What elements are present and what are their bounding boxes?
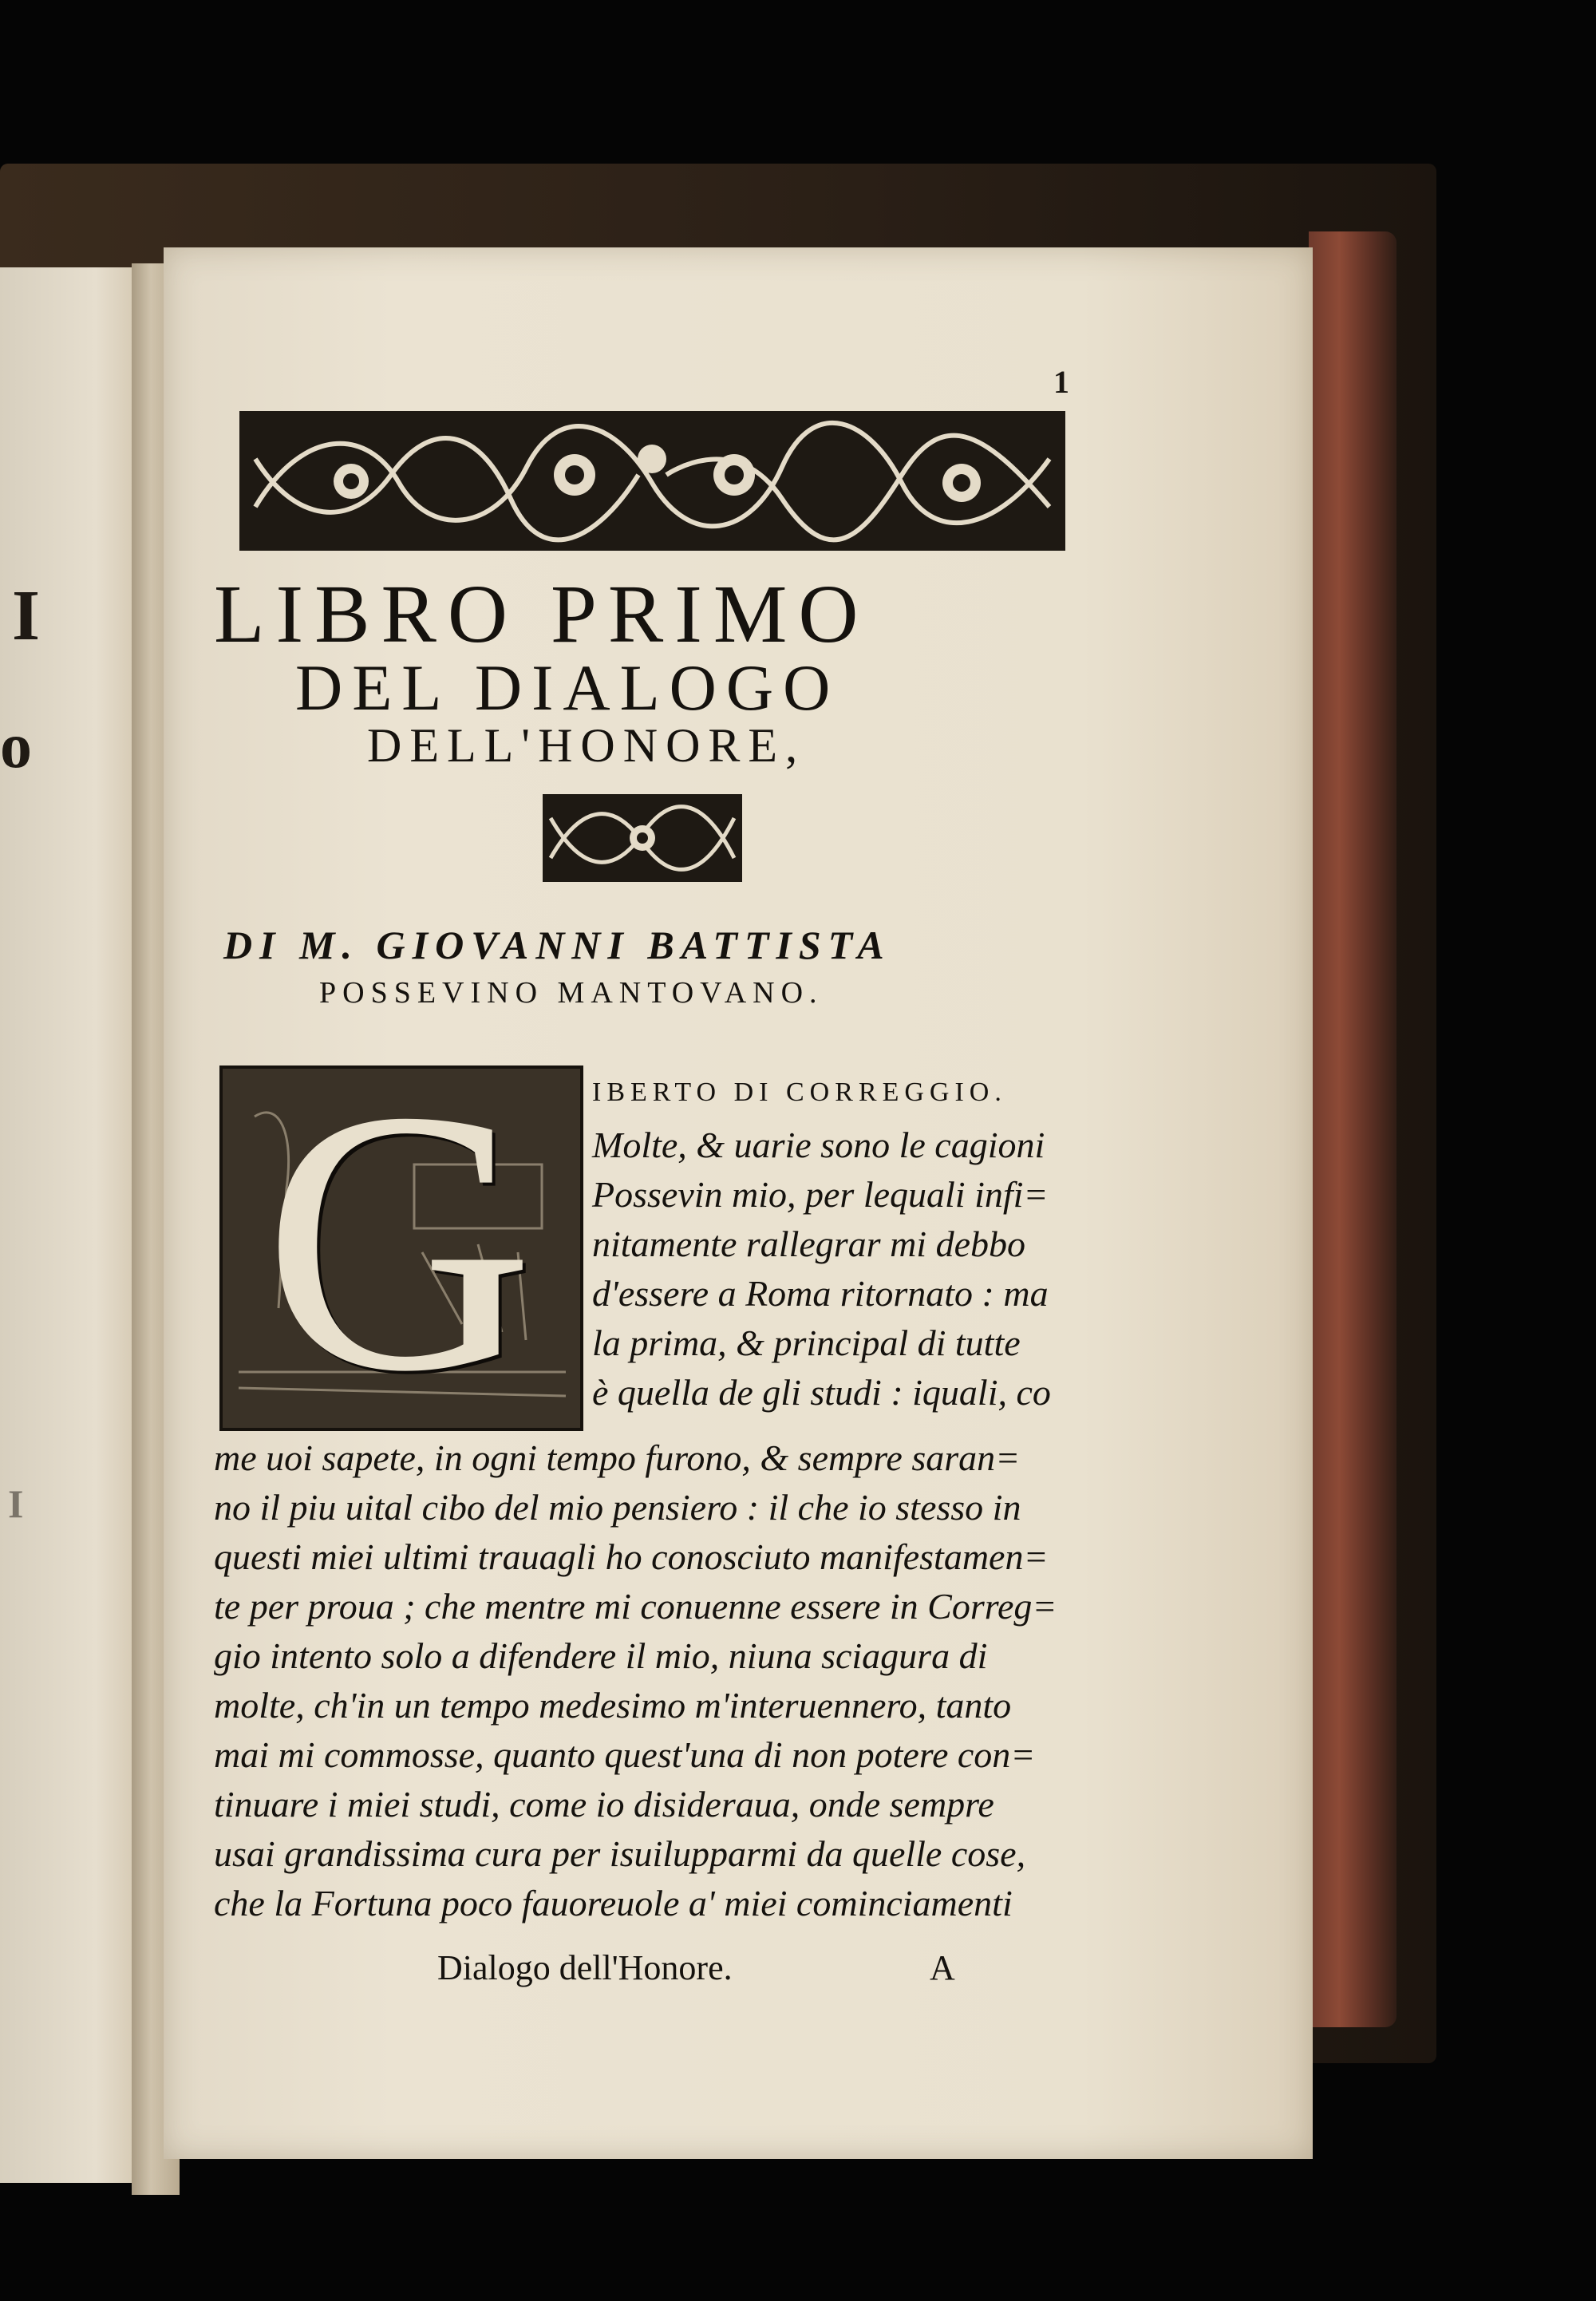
body-line: la prima, & principal di tutte — [592, 1322, 1021, 1363]
body-line: Possevin mio, per lequali infi= — [592, 1174, 1049, 1215]
left-fragment: I — [12, 576, 41, 655]
body-line: me uoi sapete, in ogni tempo furono, & sempre saran= — [214, 1437, 1021, 1478]
body-line: molte, ch'in un tempo medesimo m'interuennero, tanto — [214, 1685, 1012, 1726]
drop-cap-letter: G — [263, 1033, 535, 1449]
body-line: tinuare i miei studi, come io disideraua, onde sempre — [214, 1784, 994, 1825]
title-line-1: LIBRO PRIMO — [214, 568, 870, 660]
title-line-2: DEL DIALOGO — [295, 651, 840, 724]
page-number: 1 — [1053, 364, 1069, 400]
author-line-2: POSSEVINO MANTOVANO. — [319, 976, 824, 1010]
body-line: usai grandissima cura per isuilupparmi da quelle cose, — [214, 1833, 1026, 1874]
left-fragment: I — [8, 1481, 24, 1526]
page-edges — [1309, 231, 1396, 2027]
fleuron-ornament — [543, 794, 742, 882]
author-line-1: DI M. GIOVANNI BATTISTA — [223, 923, 891, 967]
signature-mark: A — [930, 1948, 955, 1987]
body-line: mai mi commosse, quanto quest'una di non potere con= — [214, 1734, 1036, 1775]
ornamental-headpiece — [239, 411, 1065, 551]
title-line-3: DELL'HONORE, — [367, 719, 806, 772]
body-line: Molte, & uarie sono le cagioni — [592, 1125, 1045, 1165]
body-line: che la Fortuna poco fauoreuole a' miei cominciamenti — [214, 1883, 1013, 1923]
body-line: è quella de gli studi : iquali, co — [592, 1372, 1051, 1413]
footer-running-title: Dialogo dell'Honore. — [437, 1948, 733, 1987]
body-line: nitamente rallegrar mi debbo — [592, 1224, 1025, 1264]
left-fragment: o — [0, 711, 32, 781]
body-line: gio intento solo a difendere il mio, niuna sciagura di — [214, 1635, 988, 1676]
body-line: no il piu uital cibo del mio pensiero : il che io stesso in — [214, 1487, 1021, 1528]
body-line: d'essere a Roma ritornato : ma — [592, 1273, 1049, 1314]
body-line: te per proua ; che mentre mi conuenne essere in Correg= — [214, 1586, 1057, 1627]
speaker-name: IBERTO DI CORREGGIO. — [592, 1077, 1007, 1107]
body-line: questi miei ultimi trauagli ho conosciuto manifestamen= — [214, 1536, 1049, 1577]
